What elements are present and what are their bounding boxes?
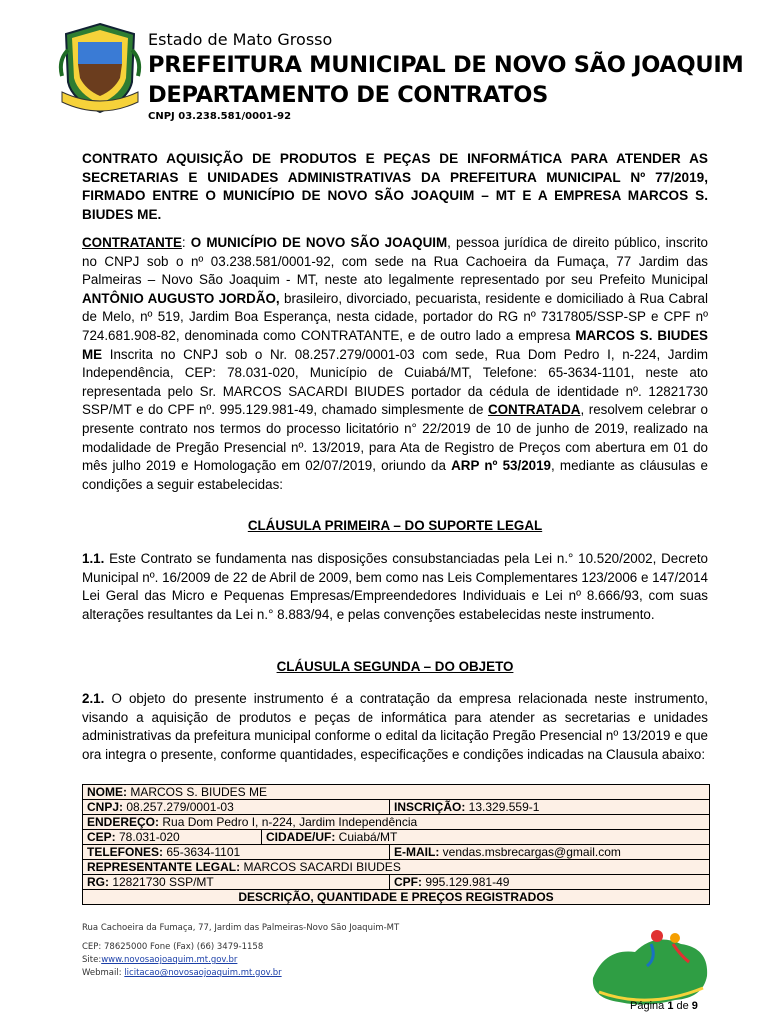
contratante-paragraph <box>82 234 708 494</box>
table-cell <box>83 815 709 829</box>
field-label: CIDADE/UF: <box>266 830 336 844</box>
page-prefix: Página <box>630 1000 668 1012</box>
clause-number: 2.1. <box>82 691 105 706</box>
header-cnpj: CNPJ 03.238.581/0001-92 <box>148 111 292 122</box>
field-label: CNPJ: <box>87 800 124 814</box>
table-cell <box>83 875 389 889</box>
footer-address: Rua Cachoeira da Fumaça, 77, Jardim das Palmeiras-Novo São Joaquim-MT <box>82 923 400 933</box>
site-link[interactable]: www.novosaojoaquim.mt.gov.br <box>101 955 238 965</box>
field-value: 995.129.981-49 <box>422 875 510 889</box>
prefeito-name: ANTÔNIO AUGUSTO JORDÃO, <box>82 290 280 306</box>
field-value: vendas.msbrecargas@gmail.com <box>439 845 621 859</box>
field-value: MARCOS SACARDI BIUDES <box>240 860 401 874</box>
contract-title: CONTRATO AQUISIÇÃO DE PRODUTOS E PEÇAS DE INFORMÁTICA PARA ATENDER AS SECRETARIAS E UNIDADES ADMINISTRATIVAS DA PREFEITURA MUNICIPAL Nº 77/2019, FIRMADO ENTRE O MUNICÍPIO DE NOVO SÃO JOAQUIM – MT E A EMPRESA MARCOS S. BIUDES ME. <box>82 151 708 222</box>
field-label: ENDEREÇO: <box>87 815 160 829</box>
prefeitura-title: PREFEITURA MUNICIPAL DE NOVO SÃO JOAQUIM <box>148 52 744 78</box>
field-value: 65-3634-1101 <box>163 845 241 859</box>
table-row <box>83 845 709 860</box>
text-span: brasileiro, divorciado, pecuarista, residente e domiciliado à Rua Cabral de Melo, nº 519, Jardim Boa Esperança, nesta cidade, portador do RG nº 7317805/SSP-SP e CPF nº 724.681.908-82, denominada como CONTRATANTE, e de outro lado a empresa <box>82 290 708 343</box>
webmail-link[interactable]: licitacao@novosaojoaquim.mt.gov.br <box>124 968 282 978</box>
text-span: , resolvem celebrar o presente contrato nos termos do processo licitatório n° 22/2019 de 10 de junho de 2019, realizado na modalidade de Pregão Presencial nº. 13/2019, para Ata de Registro de Preços com abertura em 01 do mês julho 2019 e Homologação em 02/07/2019, oriundo da <box>82 402 708 474</box>
field-value: 12821730 SSP/MT <box>109 875 214 889</box>
field-label: NOME: <box>87 785 127 799</box>
text-span: Este Contrato se fundamenta nas disposições consubstanciadas pela Lei n.° 10.520/2002, Decreto Municipal nº. 16/2009 de 22 de Abril de 2009, bem como nas Leis Complementares 123/2006 e 147/2014 Lei Geral das Micro e Pequenas Empresas/Empreendedores Individuais e Lei nº 8.666/93, com suas alterações resultantes da Lei n.° 8.883/94, e pelas convenções estabelecidas neste instrumento. <box>82 551 708 622</box>
table-cell <box>83 785 709 799</box>
field-label: CPF: <box>394 875 422 889</box>
table-cell <box>83 830 261 844</box>
municipal-crest-icon <box>58 20 142 116</box>
clause2-paragraph <box>82 690 708 764</box>
contratante-label: CONTRATANTE <box>82 235 182 250</box>
department-title: DEPARTAMENTO DE CONTRATOS <box>148 82 548 108</box>
field-label: CEP: <box>87 830 116 844</box>
text-span: O objeto do presente instrumento é a contratação da empresa relacionada neste instrumento, visando a aquisição de produtos e peças de informática para atender as secretarias e unidades administrativas da prefeitura municipal conforme o edital da licitação Pregão Presencial nº 13/2019 e que ora integra o presente, conforme quantidades, especificações e condições indicadas na Clausula abaixo: <box>82 691 708 762</box>
table-section-title: DESCRIÇÃO, QUANTIDADE E PREÇOS REGISTRADOS <box>238 890 554 904</box>
field-label: E-MAIL: <box>394 845 440 859</box>
page-total: 9 <box>691 1000 698 1012</box>
municipal-logo-icon <box>585 918 715 1010</box>
field-value: 78.031-020 <box>115 830 180 844</box>
field-label: TELEFONES: <box>87 845 164 859</box>
state-name: Estado de Mato Grosso <box>148 30 333 49</box>
field-value: 13.329.559-1 <box>465 800 540 814</box>
municipio-name: O MUNICÍPIO DE NOVO SÃO JOAQUIM <box>190 235 448 250</box>
field-value: Rua Dom Pedro I, n-224, Jardim Independência <box>159 815 418 829</box>
table-cell <box>389 845 709 859</box>
field-value: MARCOS S. BIUDES ME <box>127 785 268 799</box>
table-cell <box>83 800 389 814</box>
table-row <box>83 785 709 800</box>
table-row <box>83 815 709 830</box>
field-label: RG: <box>87 875 109 889</box>
clause1-heading: CLÁUSULA PRIMEIRA – DO SUPORTE LEGAL <box>247 518 543 533</box>
contratada-label: CONTRATADA <box>487 402 581 418</box>
table-cell <box>83 860 709 874</box>
table-cell <box>389 875 709 889</box>
table-row <box>83 800 709 815</box>
text-span: , mediante as cláusulas e condições a seguir estabelecidas: <box>82 458 708 492</box>
text-span: : <box>181 235 191 250</box>
footer-label: Webmail: <box>82 968 125 978</box>
field-label: INSCRIÇÃO: <box>394 800 466 814</box>
field-value: 08.257.279/0001-03 <box>123 800 234 814</box>
arp-number: ARP nº 53/2019 <box>451 458 551 474</box>
page-separator: de <box>673 1000 692 1012</box>
clause-number: 1.1. <box>82 551 105 566</box>
clause2-heading: CLÁUSULA SEGUNDA – DO OBJETO <box>276 659 514 674</box>
table-row <box>83 830 709 845</box>
table-cell <box>389 800 709 814</box>
footer-label: Site: <box>82 955 102 965</box>
text-span: , pessoa jurídica de direito público, inscrito no CNPJ sob o nº 03.238.581/0001-92, com sede na Rua Cachoeira da Fumaça, 77 Jardim das Palmeiras – Novo São Joaquim - MT, neste ato legalmente representado por seu Prefeito Municipal <box>82 235 708 288</box>
page-number <box>630 1000 698 1012</box>
page-current: 1 <box>667 1000 674 1012</box>
text-span: Inscrita no CNPJ sob o Nr. 08.257.279/0001-03 com sede, Rua Dom Pedro I, n-224, Jardim Independência, CEP: 78.031-020, Município de Cuiabá/MT, Telefone: 65-3634-1101, neste ato representada pelo Sr. MARCOS SACARDI BIUDES portador da cédula de identidade nº. 12821730 SSP/MT e do CPF nº. 995.129.981-49, chamado simplesmente de <box>82 346 708 418</box>
table-row <box>83 860 709 875</box>
table-row <box>83 890 709 904</box>
table-row <box>83 875 709 890</box>
table-cell <box>83 845 389 859</box>
clause1-paragraph <box>82 550 708 624</box>
footer-site <box>82 954 237 967</box>
footer-webmail <box>82 967 282 980</box>
empresa-name: MARCOS S. BIUDES ME <box>82 327 708 362</box>
footer-cep-phone: CEP: 78625000 Fone (Fax) (66) 3479-1158 <box>82 942 264 952</box>
contractor-table <box>82 784 710 905</box>
field-value: Cuiabá/MT <box>335 830 398 844</box>
table-cell <box>261 830 709 844</box>
field-label: REPRESENTANTE LEGAL: <box>87 860 241 874</box>
